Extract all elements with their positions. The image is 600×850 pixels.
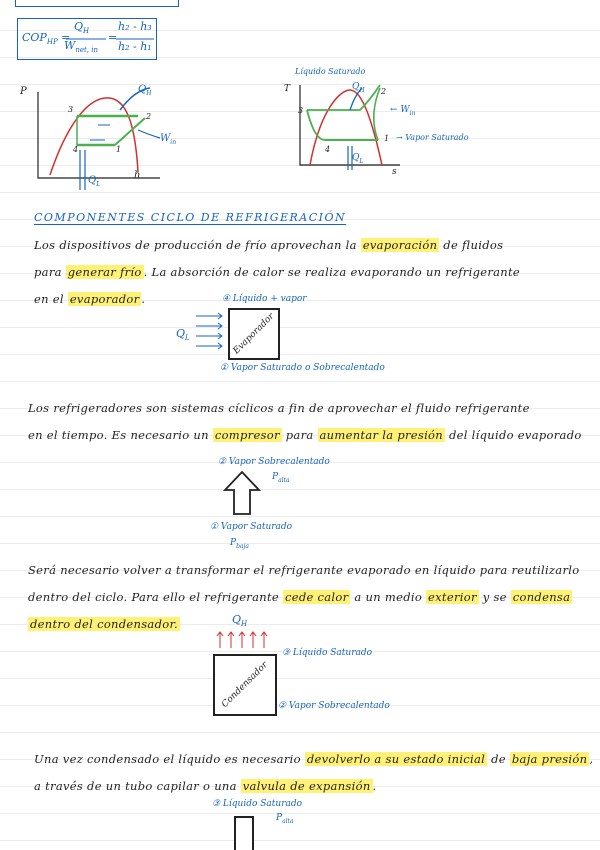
cop-formula-box bbox=[17, 18, 157, 60]
compressor-top-label: ② Vapor Sobrecalentado bbox=[218, 457, 330, 467]
ts-vapor-saturado-label: → Vapor Saturado bbox=[396, 133, 469, 142]
condenser-bottom-label: ② Vapor Sobrecalentado bbox=[278, 701, 390, 711]
condenser-qh-label: $Q_H$ bbox=[232, 613, 248, 629]
ts-point-3: 3 bbox=[298, 106, 304, 115]
ph-qh-label: $Q_H$ bbox=[138, 84, 152, 97]
ts-axes bbox=[300, 85, 400, 165]
para4-line2: a través de un tubo capilar o una valvula de expansión . bbox=[34, 779, 377, 793]
para4-line1: Una vez condensado el líquido es necesario devolverlo a su estado inicial de baja presión , bbox=[34, 752, 594, 766]
ph-point-3: 3 bbox=[68, 105, 74, 114]
compressor-arrow bbox=[222, 470, 262, 516]
enthalpy-numerator: h₂ - h₃ bbox=[118, 20, 152, 33]
ts-qh-label: $Q_H$ bbox=[352, 82, 365, 94]
section-heading: COMPONENTES CICLO DE REFRIGERACIÓN bbox=[34, 211, 347, 224]
expansion-valve-tube bbox=[234, 816, 254, 850]
ts-line-3-4 bbox=[307, 110, 325, 140]
evaporator-box-label: Evaporador bbox=[231, 311, 277, 357]
valve-p-alta: $P_{alta}$ bbox=[276, 813, 294, 825]
para2-line2: en el tiempo. Es necesario un compresor para aumentar la presión del líquido evaporado bbox=[28, 428, 582, 442]
ts-axis-t: T bbox=[284, 84, 291, 94]
ts-liquido-saturado-label: Líquido Saturado bbox=[295, 67, 366, 76]
evaporator-ql-label: $Q_L$ bbox=[176, 327, 190, 343]
condenser-heat-arrows bbox=[216, 630, 270, 650]
compressor-p-alta: $P_{alta}$ bbox=[272, 472, 290, 484]
evaporator-bottom-label: ① Vapor Saturado o Sobrecalentado bbox=[220, 363, 385, 373]
ts-point-2: 2 bbox=[381, 87, 387, 96]
evaporator-top-label: ④ Líquido + vapor bbox=[222, 294, 307, 304]
para1-line1: Los dispositivos de producción de frío aprovechan la evaporación de fluidos bbox=[34, 238, 504, 252]
para1-line2: para generar frío . La absorción de calor se realiza evaporando un refrigerante bbox=[34, 265, 521, 279]
condenser-box-label: Condensador bbox=[220, 660, 270, 710]
para3-line2: dentro del ciclo. Para ello el refrigerante cede calor a un medio exterior y se condensa bbox=[28, 590, 571, 604]
ph-point-2: 2 bbox=[146, 112, 152, 121]
condenser-box bbox=[213, 654, 277, 716]
equals-sign: = bbox=[108, 31, 118, 44]
w-denominator: $W_{net, in}$ bbox=[64, 39, 98, 55]
ts-ql-label: $Q_L$ bbox=[352, 153, 364, 165]
ph-axes bbox=[38, 92, 160, 178]
compressor-bottom-label: ① Vapor Saturado bbox=[210, 522, 293, 532]
valve-top-label: ③ Líquido Saturado bbox=[212, 799, 303, 809]
ph-ql-label: $Q_L$ bbox=[88, 175, 101, 188]
top-box-fragment bbox=[15, 0, 179, 7]
ts-axis-s: s bbox=[392, 167, 397, 177]
para1-line3: en el evaporador . bbox=[34, 292, 146, 306]
evaporator-box bbox=[228, 308, 280, 360]
ts-point-1: 1 bbox=[384, 134, 390, 143]
para2-line1: Los refrigeradores son sistemas cíclicos a fin de aprovechar el fluido refrigerante bbox=[28, 401, 530, 415]
ph-point-1: 1 bbox=[116, 145, 122, 154]
qh-numerator: $Q_H$ bbox=[74, 20, 90, 36]
para3-line3: dentro del condensador. bbox=[30, 617, 178, 631]
para3-line1: Será necesario volver a transformar el refrigerante evaporado en líquido para reutilizarlo bbox=[28, 563, 580, 577]
ts-line-3-2 bbox=[307, 85, 380, 110]
ph-axis-p: P bbox=[20, 86, 27, 97]
evaporator-heat-arrows bbox=[196, 312, 226, 352]
enthalpy-denominator: h₂ - h₁ bbox=[118, 40, 152, 53]
ph-win-label: $W_{in}$ bbox=[160, 133, 177, 146]
compressor-p-baja: $P_{baja}$ bbox=[230, 538, 249, 550]
ts-point-4: 4 bbox=[325, 145, 331, 154]
ph-axis-h: h bbox=[134, 170, 141, 181]
ts-line-1-2 bbox=[374, 88, 380, 140]
ph-win-arrow bbox=[138, 130, 160, 138]
ts-saturation-dome bbox=[310, 90, 382, 165]
condenser-top-label: ③ Líquido Saturado bbox=[282, 648, 373, 658]
ph-point-4: 4 bbox=[73, 145, 79, 154]
ts-win-label: ← $W_{in}$ bbox=[390, 105, 416, 117]
cop-label: $COP_{HP}$ = bbox=[22, 31, 71, 47]
